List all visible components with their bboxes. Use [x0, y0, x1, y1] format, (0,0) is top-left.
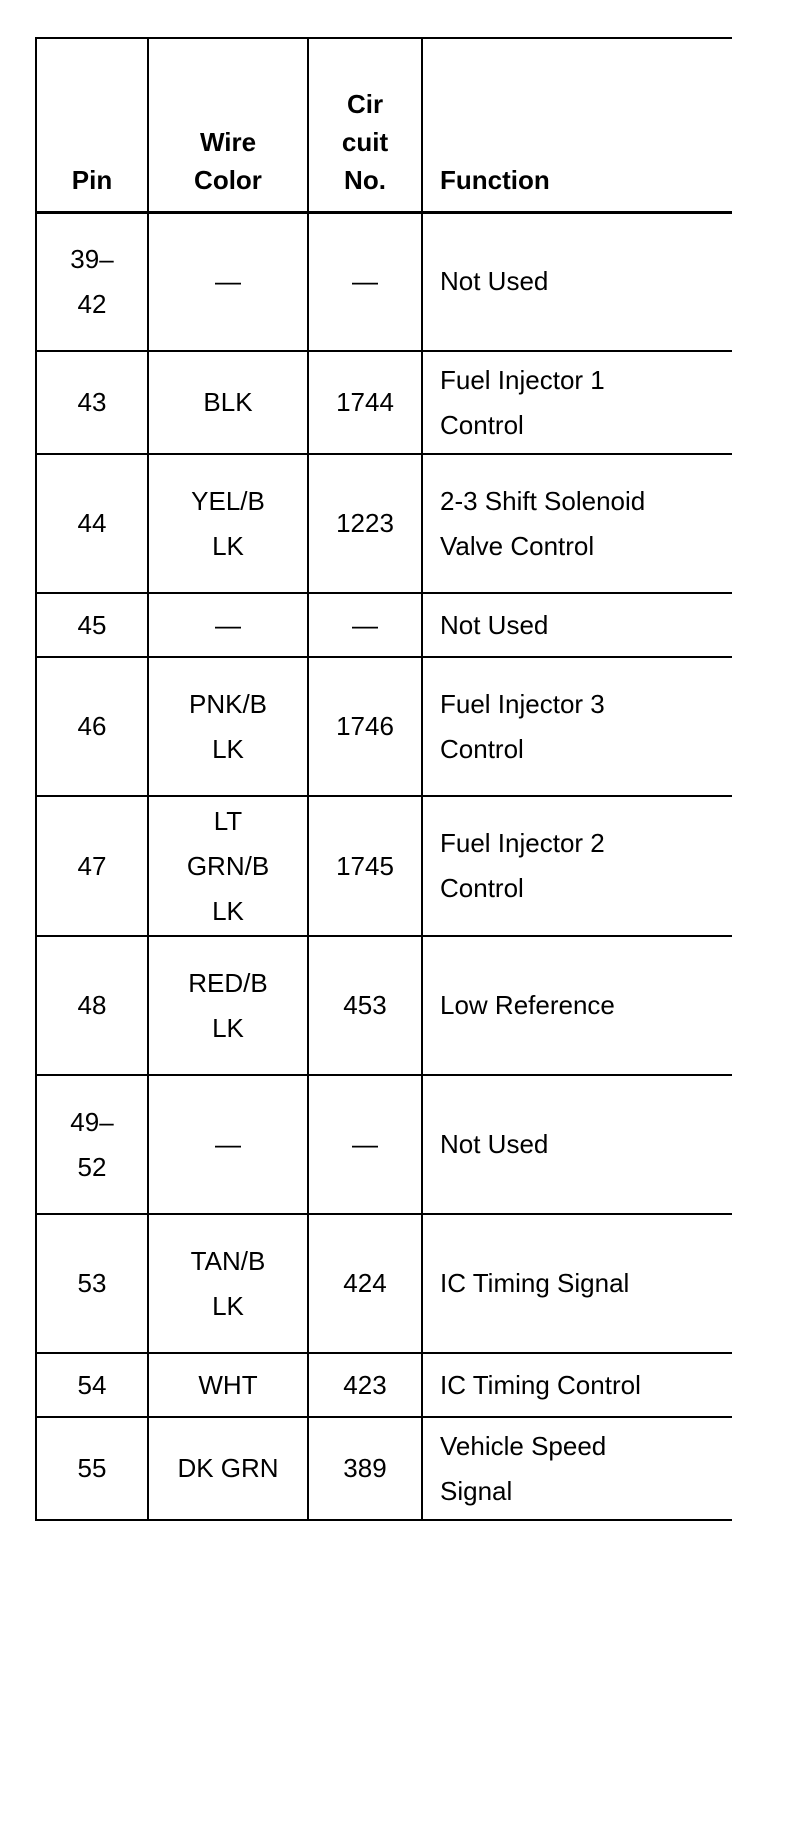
cell-function	[422, 1075, 732, 1214]
cell-line: PNK/B	[188, 688, 268, 719]
cell-line: 46	[77, 711, 107, 741]
cell-line: Valve Control	[440, 530, 595, 561]
cell-wire-color	[148, 936, 308, 1075]
cell-circuit-no	[308, 1353, 422, 1417]
cell-circuit-no	[308, 657, 422, 796]
cell-function	[422, 593, 732, 657]
cell-line: 48	[77, 990, 107, 1020]
cell-line: 1744	[336, 387, 394, 417]
header-function: Function	[422, 38, 732, 212]
table-row	[36, 593, 732, 657]
cell-circuit-no	[308, 351, 422, 454]
cell-pin	[36, 1353, 148, 1417]
table-row	[36, 796, 732, 936]
cell-line: Not Used	[440, 1129, 549, 1159]
cell-line: Control	[440, 873, 524, 903]
cell-wire-color	[148, 1353, 308, 1417]
cell-circuit-no	[308, 1075, 422, 1214]
header-wire-color: Wire Color	[148, 38, 308, 212]
cell-line: LT	[213, 805, 243, 836]
cell-line: 2-3 Shift Solenoid	[440, 485, 646, 516]
cell-pin	[36, 1417, 148, 1520]
cell-function	[422, 1353, 732, 1417]
cell-line: —	[215, 609, 241, 640]
cell-function	[422, 1214, 732, 1353]
cell-line: LK	[212, 1012, 244, 1043]
cell-line: 47	[77, 850, 107, 881]
cell-line: LK	[212, 733, 244, 764]
cell-line: Fuel Injector 2	[440, 828, 605, 858]
cell-line: —	[215, 1129, 241, 1159]
cell-function	[422, 936, 732, 1075]
cell-wire-color	[148, 657, 308, 796]
cell-line: Signal	[440, 1475, 513, 1506]
cell-line: —	[352, 266, 378, 297]
cell-line: 52	[77, 1151, 107, 1182]
cell-wire-color	[148, 454, 308, 593]
table-row	[36, 212, 732, 351]
cell-line: 453	[343, 990, 387, 1020]
table-row	[36, 1417, 732, 1520]
cell-function	[422, 351, 732, 454]
table-row	[36, 454, 732, 593]
table-row	[36, 1214, 732, 1353]
cell-line: LK	[212, 1290, 244, 1321]
cell-line: Not Used	[440, 609, 549, 640]
cell-pin	[36, 936, 148, 1075]
cell-line: LK	[212, 895, 244, 926]
cell-line: Vehicle Speed	[440, 1430, 607, 1461]
cell-function	[422, 454, 732, 593]
header-circuit-no: Cir cuit No.	[308, 38, 422, 212]
cell-circuit-no	[308, 593, 422, 657]
table-row	[36, 351, 732, 454]
cell-line: GRN/B	[186, 850, 270, 881]
cell-line: DK GRN	[177, 1453, 279, 1483]
cell-line: BLK	[203, 387, 253, 417]
cell-line: 43	[77, 387, 107, 417]
cell-line: Fuel Injector 1	[440, 364, 605, 395]
cell-circuit-no	[308, 1214, 422, 1353]
cell-line: Low Reference	[440, 990, 615, 1020]
cell-line: LK	[212, 530, 244, 561]
cell-line: Fuel Injector 3	[440, 688, 605, 719]
table-row	[36, 1075, 732, 1214]
cell-line: 39–	[70, 243, 114, 274]
cell-pin	[36, 796, 148, 936]
table-body	[36, 212, 732, 1520]
cell-wire-color	[148, 1417, 308, 1520]
cell-line: Control	[440, 409, 524, 440]
cell-pin	[36, 593, 148, 657]
cell-line: 44	[77, 508, 107, 538]
cell-line: IC Timing Control	[440, 1369, 641, 1400]
cell-line: 1223	[336, 508, 394, 538]
cell-line: 42	[77, 288, 107, 319]
cell-line: 1746	[336, 711, 394, 741]
table-row	[36, 936, 732, 1075]
cell-pin	[36, 351, 148, 454]
cell-line: WHT	[198, 1369, 258, 1400]
cell-line: Not Used	[440, 266, 549, 297]
cell-circuit-no	[308, 454, 422, 593]
cell-line: —	[215, 266, 241, 297]
cell-line: 424	[343, 1268, 387, 1298]
cell-line: IC Timing Signal	[440, 1268, 630, 1298]
cell-line: 45	[77, 609, 107, 640]
cell-pin	[36, 1214, 148, 1353]
cell-wire-color	[148, 1214, 308, 1353]
cell-function	[422, 1417, 732, 1520]
cell-line: Control	[440, 733, 524, 764]
cell-line: 423	[343, 1369, 387, 1400]
cell-function	[422, 657, 732, 796]
cell-line: 55	[77, 1453, 107, 1483]
cell-line: —	[352, 1129, 378, 1159]
cell-pin	[36, 454, 148, 593]
cell-pin	[36, 1075, 148, 1214]
cell-circuit-no	[308, 796, 422, 936]
table-row	[36, 1353, 732, 1417]
cell-wire-color	[148, 212, 308, 351]
cell-wire-color	[148, 351, 308, 454]
cell-circuit-no	[308, 1417, 422, 1520]
cell-function	[422, 796, 732, 936]
cell-line: RED/B	[188, 967, 268, 998]
table-row	[36, 657, 732, 796]
pin-function-table	[35, 37, 732, 1521]
cell-wire-color	[148, 593, 308, 657]
header-pin: Pin	[36, 38, 148, 212]
cell-line: —	[352, 609, 378, 640]
cell-line: 49–	[70, 1106, 114, 1137]
cell-function	[422, 212, 732, 351]
cell-circuit-no	[308, 212, 422, 351]
cell-line: 1745	[336, 850, 394, 881]
cell-wire-color	[148, 796, 308, 936]
cell-wire-color	[148, 1075, 308, 1214]
cell-line: TAN/B	[190, 1245, 266, 1276]
cell-pin	[36, 657, 148, 796]
cell-line: 53	[77, 1268, 107, 1298]
cell-pin	[36, 212, 148, 351]
cell-line: 389	[343, 1453, 387, 1483]
cell-circuit-no	[308, 936, 422, 1075]
cell-line: YEL/B	[191, 485, 265, 516]
table-header-row	[36, 38, 732, 212]
cell-line: 54	[77, 1369, 107, 1400]
